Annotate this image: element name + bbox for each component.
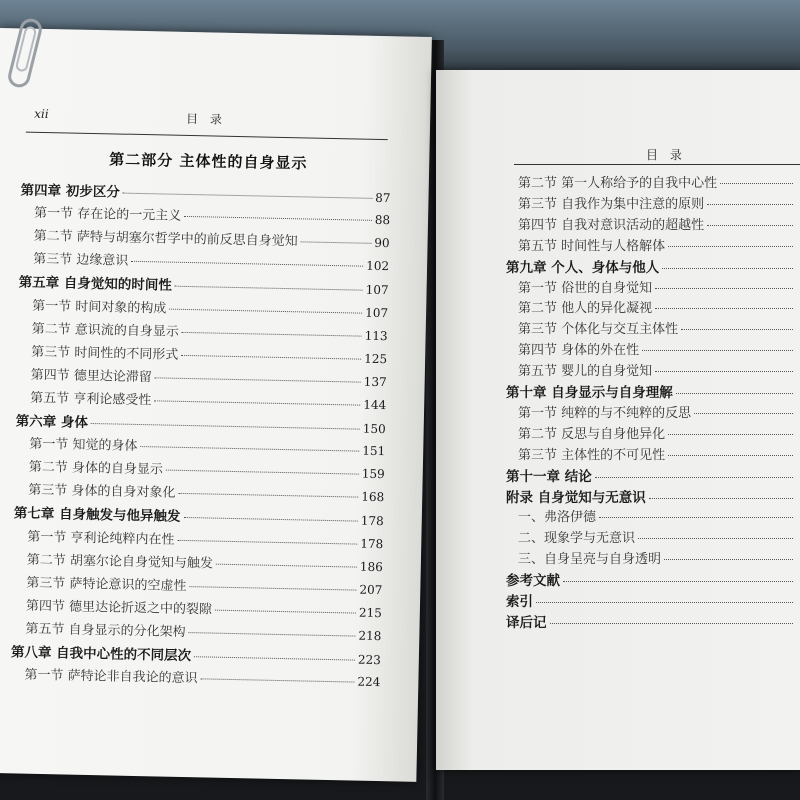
toc-section-entry bbox=[518, 506, 796, 525]
toc-chapter-entry bbox=[506, 590, 796, 610]
dot-leader bbox=[668, 434, 793, 435]
toc-section-entry bbox=[29, 433, 385, 459]
toc-entry-label: 第十章 自身显示与自身理解 bbox=[506, 385, 673, 401]
dot-leader bbox=[177, 539, 357, 544]
right-header-title: 目 录 bbox=[646, 148, 686, 162]
toc-page-number: 107 bbox=[365, 305, 389, 320]
dot-leader bbox=[123, 193, 372, 199]
toc-section-entry bbox=[31, 340, 387, 366]
toc-section-entry bbox=[24, 664, 380, 690]
toc-section-entry bbox=[518, 339, 796, 358]
toc-section-entry bbox=[518, 193, 796, 212]
dot-leader bbox=[194, 656, 355, 660]
dot-leader bbox=[655, 371, 793, 372]
toc-section-entry bbox=[26, 594, 382, 620]
dot-leader bbox=[189, 586, 356, 590]
dot-leader bbox=[655, 308, 793, 309]
toc-entry-label: 第三节 主体性的不可见性 bbox=[518, 447, 666, 463]
dot-leader bbox=[720, 183, 793, 184]
toc-page-number: 151 bbox=[362, 443, 386, 459]
toc-section-entry bbox=[518, 360, 796, 379]
part-title: 第二部分 主体性的自身显示 bbox=[109, 150, 308, 173]
dot-leader bbox=[707, 204, 793, 205]
toc-entry-label: 第二节 胡塞尔论自身觉知与触发 bbox=[26, 552, 214, 572]
toc-entry-label: 第五节 婴儿的自身觉知 bbox=[518, 364, 653, 380]
toc-entry-label: 第八章 自我中心性的不同层次 bbox=[10, 644, 192, 665]
dot-leader bbox=[638, 538, 793, 539]
dot-leader bbox=[181, 355, 361, 360]
toc-entry-label: 第四节 德里达论折返之中的裂隙 bbox=[25, 598, 213, 618]
dot-leader bbox=[649, 498, 793, 499]
toc-page-number: 107 bbox=[365, 283, 389, 298]
toc-entry-label: 第十一章 结论 bbox=[506, 468, 592, 485]
header-rule bbox=[26, 132, 388, 141]
toc-section-entry bbox=[518, 548, 796, 567]
toc-page-number: 207 bbox=[359, 582, 383, 597]
dot-leader bbox=[189, 632, 356, 636]
toc-section-entry bbox=[518, 402, 796, 421]
toc-section-entry bbox=[27, 525, 383, 551]
toc-page-number: 224 bbox=[357, 674, 381, 690]
toc-entry-label: 第一节 萨特论非自我论的意识 bbox=[24, 667, 198, 687]
toc-page-number: 102 bbox=[366, 259, 390, 274]
toc-section-entry bbox=[32, 317, 388, 343]
toc-page-number: 144 bbox=[363, 397, 387, 413]
toc-entry-label: 第六章 身体 bbox=[15, 413, 89, 431]
toc-entry-label: 第四节 身体的外在性 bbox=[518, 343, 640, 359]
toc-page-number: 87 bbox=[375, 190, 391, 206]
dot-leader bbox=[140, 446, 359, 452]
dot-leader bbox=[668, 455, 793, 456]
toc-page-number: 90 bbox=[374, 236, 390, 251]
toc-page-number: 178 bbox=[360, 514, 384, 529]
dot-leader bbox=[563, 581, 793, 582]
toc-entry-label: 译后记 bbox=[506, 614, 547, 631]
toc-entry-label: 第四节 德里达论滞留 bbox=[30, 367, 153, 386]
dot-leader bbox=[175, 286, 363, 291]
toc-entry-label: 第三节 边缘意识 bbox=[33, 252, 129, 270]
dot-leader bbox=[642, 350, 793, 351]
dot-leader bbox=[216, 563, 357, 567]
toc-page-number: 186 bbox=[359, 559, 383, 574]
dot-leader bbox=[655, 288, 793, 289]
dot-leader bbox=[178, 493, 358, 498]
toc-page-number: 125 bbox=[364, 351, 388, 366]
dot-leader bbox=[668, 246, 793, 247]
toc-entry-label: 第二节 身体的自身显示 bbox=[28, 459, 164, 478]
dot-leader bbox=[155, 377, 361, 382]
toc-entry-label: 第三节 个体化与交互主体性 bbox=[518, 322, 679, 338]
toc-entry-label: 第二节 萨特与胡塞尔哲学中的前反思自身觉知 bbox=[33, 228, 298, 250]
toc-section-entry bbox=[30, 387, 386, 413]
toc-entry-label: 第二节 他人的异化凝视 bbox=[518, 301, 653, 317]
toc-entry-label: 第三节 萨特论意识的空虚性 bbox=[26, 575, 187, 594]
dot-leader bbox=[599, 517, 793, 518]
toc-page-number: 178 bbox=[360, 536, 384, 551]
dot-leader bbox=[91, 423, 360, 430]
toc-section-entry bbox=[27, 548, 383, 574]
toc-chapter-entry bbox=[506, 486, 796, 506]
toc-entry-label: 第一节 俗世的自身觉知 bbox=[518, 280, 653, 296]
toc-chapter-entry bbox=[506, 569, 796, 589]
toc-page-number: 113 bbox=[364, 328, 388, 343]
toc-section-entry bbox=[33, 225, 389, 251]
toc-entry-label: 第五节 自身显示的分化架构 bbox=[25, 621, 186, 640]
dot-leader bbox=[169, 308, 362, 313]
toc-section-entry bbox=[32, 294, 388, 320]
dot-leader bbox=[183, 517, 357, 522]
toc-section-entry bbox=[518, 297, 796, 316]
toc-page-number: 88 bbox=[374, 212, 391, 228]
toc-page-number: 159 bbox=[361, 466, 385, 482]
left-header-title: 目 录 bbox=[185, 111, 227, 127]
dot-leader bbox=[301, 242, 372, 244]
toc-entry-label: 第二节 第一人称给予的自我中心性 bbox=[518, 176, 718, 191]
dot-leader bbox=[694, 413, 793, 414]
header-rule bbox=[514, 164, 800, 165]
dot-leader bbox=[595, 477, 793, 478]
toc-entry-label: 第三节 身体的自身对象化 bbox=[28, 482, 176, 502]
toc-page-number: 215 bbox=[358, 605, 382, 620]
toc-section-entry bbox=[28, 479, 384, 505]
toc-entry-label: 第三节 时间性的不同形式 bbox=[31, 344, 179, 363]
toc-section-entry bbox=[518, 214, 796, 233]
toc-entry-label: 第一节 知觉的身体 bbox=[29, 436, 138, 455]
left-page bbox=[0, 28, 432, 782]
toc-chapter-entry bbox=[506, 256, 796, 276]
toc-section-entry bbox=[34, 202, 390, 228]
toc-section-entry bbox=[518, 527, 796, 546]
toc-entry-label: 第七章 自身触发与他异触发 bbox=[13, 505, 181, 526]
toc-page-number: 168 bbox=[361, 489, 385, 505]
toc-entry-label: 附录 自身觉知与无意识 bbox=[506, 489, 646, 506]
toc-section-entry bbox=[518, 277, 796, 296]
toc-entry-label: 第四章 初步区分 bbox=[20, 182, 120, 201]
toc-section-entry bbox=[33, 248, 389, 274]
toc-entry-label: 参考文献 bbox=[506, 573, 560, 590]
toc-entry-label: 一、弗洛伊德 bbox=[518, 510, 597, 526]
dot-leader bbox=[536, 602, 793, 603]
toc-entry-label: 第四节 自我对意识活动的超越性 bbox=[518, 217, 705, 233]
toc-entry-label: 第一节 时间对象的构成 bbox=[32, 298, 167, 317]
folio-number: xii bbox=[34, 106, 49, 122]
dot-leader bbox=[131, 261, 363, 267]
toc-page-number: 137 bbox=[363, 374, 387, 389]
toc-section-entry bbox=[25, 618, 381, 644]
toc-entry-label: 第三节 自我作为集中注意的原则 bbox=[518, 196, 705, 212]
dot-leader bbox=[184, 216, 372, 221]
toc-entry-label: 二、现象学与无意识 bbox=[518, 531, 636, 547]
toc-section-entry bbox=[518, 444, 796, 463]
toc-section-entry bbox=[26, 571, 382, 597]
toc-page-number: 150 bbox=[362, 421, 386, 437]
toc-entry-label: 索引 bbox=[506, 594, 533, 610]
toc-entry-label: 三、自身呈亮与自身透明 bbox=[518, 552, 662, 568]
toc-entry-label: 第五章 自身觉知的时间性 bbox=[18, 274, 173, 295]
dot-leader bbox=[154, 400, 360, 405]
toc-section-entry bbox=[518, 423, 796, 442]
toc-section-entry bbox=[518, 235, 796, 254]
toc-entry-label: 第一节 存在论的一元主义 bbox=[33, 205, 182, 224]
toc-page-number: 218 bbox=[358, 628, 382, 644]
toc-section-entry bbox=[29, 456, 385, 482]
dot-leader bbox=[664, 559, 793, 560]
toc-section-entry bbox=[31, 364, 387, 390]
toc-entry-label: 第九章 个人、身体与他人 bbox=[506, 259, 660, 276]
dot-leader bbox=[707, 225, 793, 226]
toc-chapter-entry bbox=[506, 611, 796, 631]
toc-section-entry bbox=[518, 318, 796, 337]
toc-page-number: 223 bbox=[357, 652, 381, 668]
dot-leader bbox=[182, 331, 362, 336]
dot-leader bbox=[166, 470, 359, 475]
right-page bbox=[436, 70, 800, 770]
toc-entry-label: 第一节 亨利论纯粹内在性 bbox=[27, 529, 175, 548]
toc-entry-label: 第五节 时间性与人格解体 bbox=[518, 238, 666, 254]
toc-entry-label: 第五节 亨利论感受性 bbox=[30, 390, 152, 409]
dot-leader bbox=[681, 329, 793, 330]
toc-entry-label: 第二节 反思与自身他异化 bbox=[518, 426, 666, 442]
dot-leader bbox=[215, 609, 356, 613]
toc-entry-label: 第二节 意识流的自身显示 bbox=[31, 321, 179, 340]
dot-leader bbox=[676, 393, 793, 394]
dot-leader bbox=[662, 268, 793, 269]
dot-leader bbox=[201, 678, 355, 682]
toc-chapter-entry bbox=[506, 465, 796, 485]
dot-leader bbox=[550, 623, 794, 624]
toc-section-entry bbox=[518, 172, 796, 191]
toc-chapter-entry bbox=[506, 381, 796, 401]
toc-entry-label: 第一节 纯粹的与不纯粹的反思 bbox=[518, 405, 692, 421]
